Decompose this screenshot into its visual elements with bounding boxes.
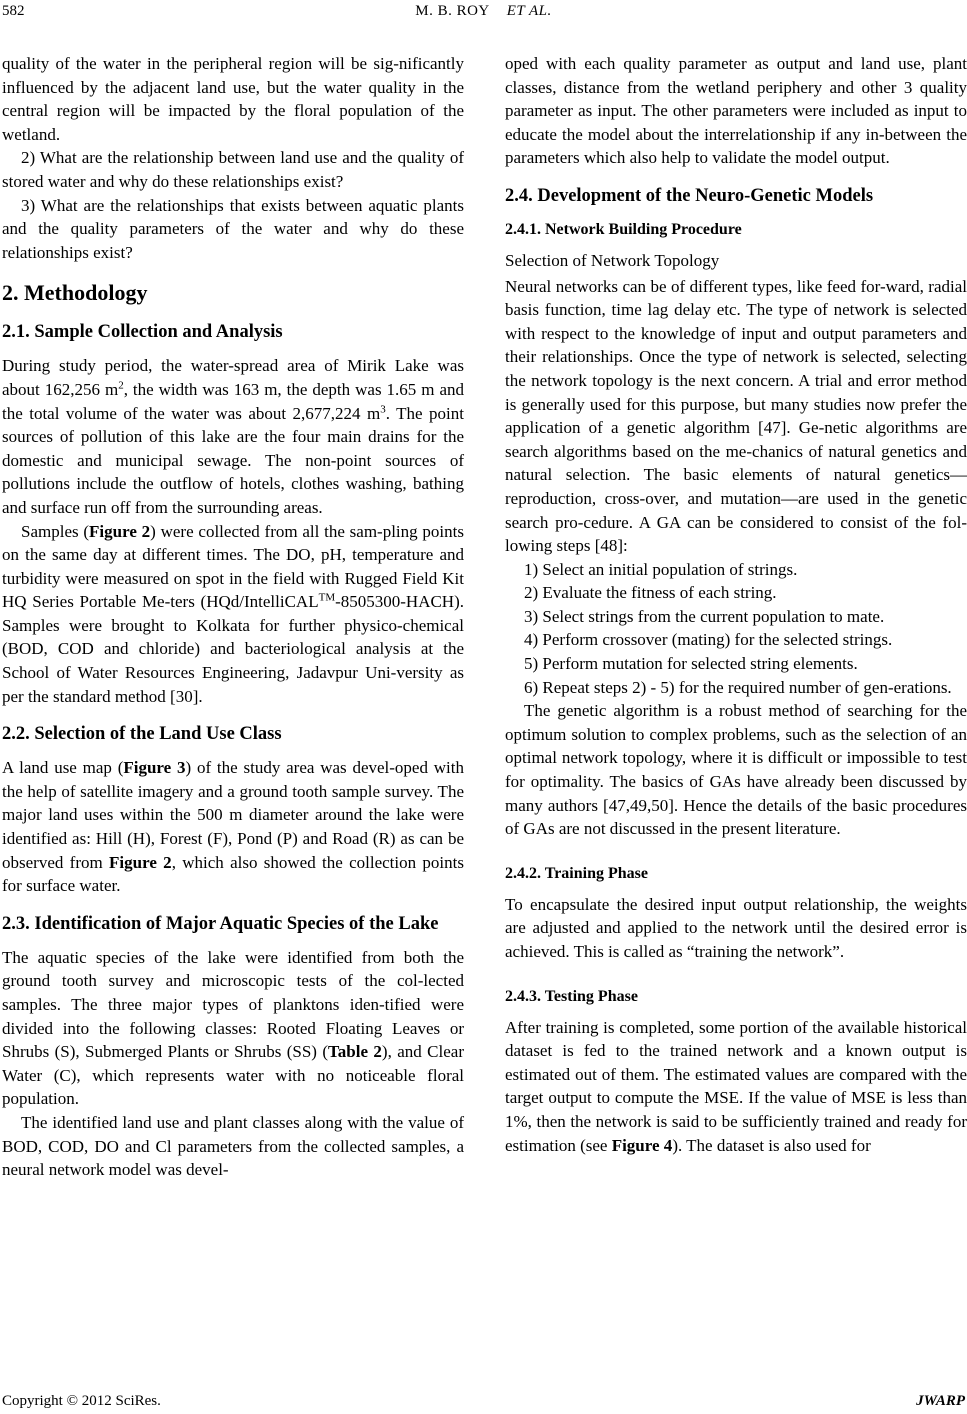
running-title-authors: M. B. ROY xyxy=(415,3,490,19)
heading-2-3: 2.3. Identification of Major Aquatic Species of the Lake xyxy=(2,913,439,934)
table-2-ref[interactable]: Table 2 xyxy=(328,1042,382,1062)
paragraph-training: To encapsulate the desired input output relationship, the weights are adjusted and applied to the network until the desired error is achieved. This is called as “training the network”. xyxy=(505,894,967,961)
ga-step: 5) Perform mutation for selected string elements. xyxy=(524,654,858,674)
heading-2-4: 2.4. Development of the Neuro-Genetic Models xyxy=(505,185,874,206)
paragraph-2-2: A land use map (Figure 3) of the study area was devel-oped with the help of satellite imagery and a ground tooth sample survey. The major land uses within the 500 m diameter around the lake were identified as: Hill (H), Forest (F), Pond (P) and Road (R) as can be observed from Figure 2, which also showed the collection points for surface water. xyxy=(2,758,464,896)
running-title-etal: ET AL. xyxy=(506,3,552,19)
paragraph-ga: The genetic algorithm is a robust method of searching for the optimum solution to complex problems, such as the selection of an optimal network topology, where it is difficult or impossible to test for optimality. The basics of GAs have already been discussed by many authors [47,49,50]. Hence the details of the basic procedures of GAs are not discussed in the present literature. xyxy=(505,701,967,839)
ga-step: 4) Perform crossover (mating) for the selected strings. xyxy=(524,630,893,650)
page-number: 582 xyxy=(2,3,25,19)
heading-2-4-3: 2.4.3. Testing Phase xyxy=(505,987,638,1005)
paragraph-2-3-a: The aquatic species of the lake were identified from both the ground tooth survey and microscopic tests of the col-lected samples. The three major types of planktons iden-tified were divided into the following classes: Rooted Floating Leaves or Shrubs (S), Submerged Plants or Shrubs (SS) (Table 2), and Clear Water (C), which represents water with no noticeable floral population. xyxy=(2,947,464,1109)
left-column xyxy=(2,52,464,1182)
paragraph-question-3: 3) What are the relationships that exists between aquatic plants and the quality parameters of the water and why do these relationships exist? xyxy=(2,195,464,262)
figure-4-ref[interactable]: Figure 4 xyxy=(611,1135,673,1155)
heading-2-4-1: 2.4.1. Network Building Procedure xyxy=(505,220,742,238)
paragraph-2-3-b: The identified land use and plant classes along with the value of BOD, COD, DO and Cl parameters from the collected samples, a neural network model was devel- xyxy=(2,1112,464,1180)
heading-2-4-2: 2.4.2. Training Phase xyxy=(505,864,648,882)
heading-2-2: 2.2. Selection of the Land Use Class xyxy=(2,724,282,745)
paragraph-question-2: 2) What are the relationship between land use and the quality of stored water and why do these relationships exist? xyxy=(2,148,464,191)
paragraph-intro-continued: quality of the water in the peripheral region will be sig-nificantly influenced by the adjacent land use, but the water quality in the central region will be impacted by the floral population of the wetland. xyxy=(2,54,464,144)
ga-step: 2) Evaluate the fitness of each string. xyxy=(524,583,777,603)
subheading-network-topology: Selection of Network Topology xyxy=(505,250,720,270)
figure-2-ref[interactable]: Figure 2 xyxy=(89,521,151,541)
paragraph-2-1-b: Samples (Figure 2) were collected from all the sam-pling points on the same day at different times. The DO, pH, temperature and turbidity were measured on spot in the field with Rugged Field Kit HQ Series Portable Me-ters (HQd/IntelliCAL™-8505300-HACH). Samples were brought to Kolkata for further physico-chemical (BOD, COD and chloride) and bacteriological analysis at the School of Water Resources Engineering, Jadavpur Uni-versity as per the standard method [30]. xyxy=(2,521,464,706)
copyright-notice: Copyright © 2012 SciRes. xyxy=(2,1393,161,1409)
heading-methodology: 2. Methodology xyxy=(2,280,148,306)
paragraph-topology: Neural networks can be of different types, like feed for-ward, radial basis function, time lag delay etc. The type of network is selected with respect to the knowledge of input and output parameters and their relationships. Once the type of network is selected, selecting the network topology is the next concern. A trial and error method is generally used for this purpose, but many studies now prefer the application of a genetic algorithm [47]. Ge-netic algorithms are search algorithms based on the me-chanics of natural genetics and natural selection. The basic elements of natural genetics—reproduction, cross-over, and mutation—are used in the genetic search pro-cedure. A GA can be considered to consist of the fol-lowing steps [48]: xyxy=(505,276,967,556)
ga-step: 3) Select strings from the current population to mate. xyxy=(524,606,885,626)
ga-step: 6) Repeat steps 2) - 5) for the required number of gen-erations. xyxy=(524,677,952,697)
paragraph-right-continued: oped with each quality parameter as output and land use, plant classes, distance from the wetland periphery and other 3 quality parameter as input. The other parameters were included as input to educate the model about the interrelationship if any in-between the parameters which also help to validate the model output. xyxy=(505,54,967,168)
figure-2-ref[interactable]: Figure 2 xyxy=(109,852,172,872)
running-title xyxy=(0,3,967,20)
paragraph-2-1-a: During study period, the water-spread area of Mirik Lake was about 162,256 $m^2$, the width was 163 m, the depth was 1.65 m and the total volume of the water was about 2,677,224 $m^3$. The point sources of pollution of this lake are the four main drains for the domestic and municipal sewage. The non-point sources of pollutions include the outflow of hotels, clothes washing, bathing and surface run off from the surrounding areas. xyxy=(2,356,464,517)
ga-step: 1) Select an initial population of strings. xyxy=(524,559,798,579)
page-header xyxy=(0,3,967,25)
paragraph-testing: After training is completed, some portion of the available historical dataset is fed to the trained network and a known output is estimated out of them. The estimated values are compared with the target output to compute the MSE. If the value of MSE is less than 1%, then the network is said to be sufficiently trained and ready for estimation (see Figure 4). The dataset is also used for xyxy=(505,1017,967,1155)
figure-3-ref[interactable]: Figure 3 xyxy=(123,758,186,778)
heading-2-1: 2.1. Sample Collection and Analysis xyxy=(2,322,283,343)
journal-name: JWARP xyxy=(916,1393,965,1409)
right-column xyxy=(505,52,967,1157)
